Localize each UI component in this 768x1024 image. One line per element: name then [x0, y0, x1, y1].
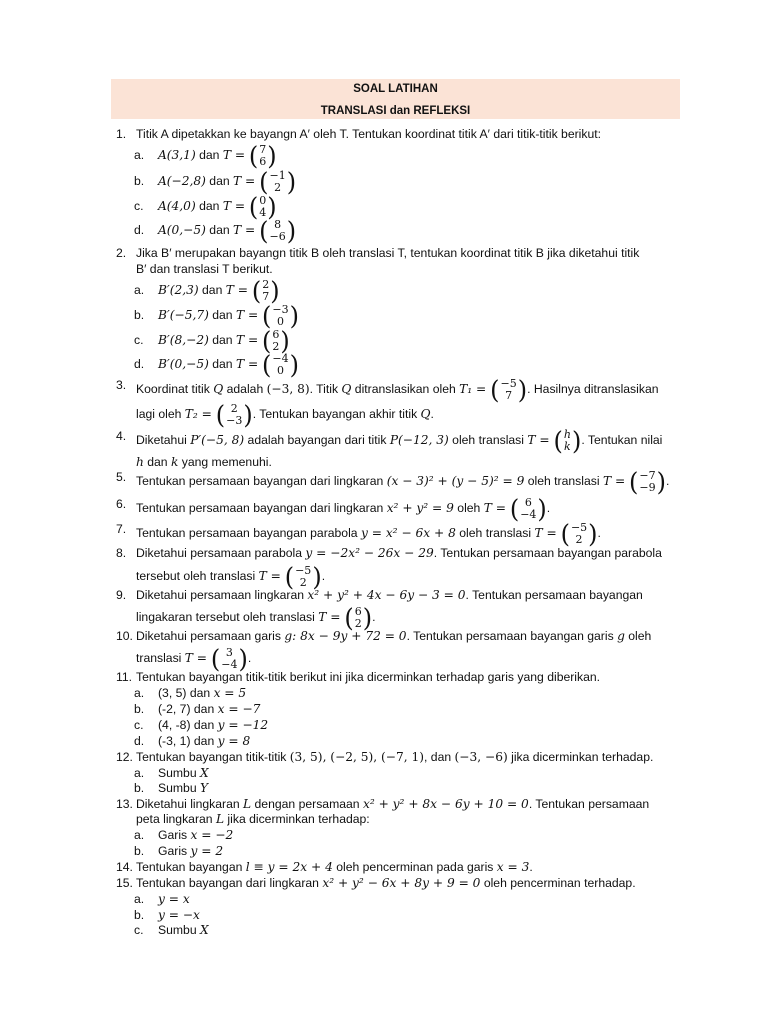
translation-vector: ( −7 −9 ) [629, 467, 666, 497]
q2-item-d: d. B′(0,−5) dan T = ( −4 0 ) [134, 350, 299, 380]
translation-vector: ( −5 7 ) [490, 375, 528, 405]
q13-item-a: a. Garis x = −2 [134, 828, 234, 842]
q2-item-b: b. B′(−5,7) dan T = ( −3 0 ) [134, 301, 299, 331]
translation-vector: ( 3 −4 ) [210, 644, 248, 674]
q13-item-b: b. Garis y = 2 [134, 844, 224, 858]
translation-vector: ( −5 2 ) [284, 562, 322, 592]
q1-item-c: c. A(4,0) dan T = ( 0 4 ) [134, 192, 277, 222]
translation-vector: ( 6 2 ) [262, 326, 290, 356]
translation-vector: ( 2 −3 ) [215, 400, 253, 430]
translation-vector: ( 7 6 ) [248, 141, 277, 171]
q12-item-b: b. Sumbu Y [134, 781, 209, 795]
q11-item-c: c. (4, -8) dan y = −12 [134, 718, 269, 732]
question-number: 1. [116, 127, 127, 141]
translation-vector: ( 8 −6 ) [259, 216, 297, 246]
q12-item-a: a. Sumbu X [134, 766, 209, 780]
page-subtitle: TRANSLASI dan REFLEKSI [320, 105, 471, 117]
page-title: SOAL LATIHAN [353, 83, 438, 95]
translation-vector: ( −5 2 ) [560, 519, 598, 549]
translation-vector: ( 0 4 ) [248, 192, 277, 222]
translation-vector: ( 6 −4 ) [509, 494, 547, 524]
translation-vector: ( 2 7 ) [251, 276, 280, 306]
header-band [111, 79, 680, 119]
translation-vector: ( −4 0 ) [262, 350, 299, 380]
translation-vector: ( −3 0 ) [262, 301, 299, 331]
q15-item-b: b. y = −x [134, 908, 200, 922]
question-text: Titik A dipetakkan ke bayangn A′ oleh T. Tentukan koordinat titik A′ dari titik-titik berikut: [136, 127, 602, 141]
q15-item-c: c. Sumbu X [134, 923, 209, 937]
translation-vector: ( −1 2 ) [259, 167, 297, 197]
q2-item-a: a. B′(2,3) dan T = ( 2 7 ) [134, 276, 280, 306]
q1-item-a: a. A(3,1) dan T = ( 7 6 ) [134, 141, 277, 171]
q1-item-d: d. A(0,−5) dan T = ( 8 −6 ) [134, 216, 297, 246]
q2-item-c: c. B′(8,−2) dan T = ( 6 2 ) [134, 326, 290, 356]
q11-item-a: a. (3, 5) dan x = 5 [134, 686, 247, 700]
q1-item-b: b. A(−2,8) dan T = ( −1 2 ) [134, 167, 297, 197]
q15-item-a: a. y = x [134, 892, 190, 906]
q11-item-b: b. (-2, 7) dan x = −7 [134, 702, 261, 716]
q11-item-d: d. (-3, 1) dan y = 8 [134, 734, 251, 748]
translation-vector: ( 6 2 ) [344, 603, 373, 633]
translation-vector: ( h k ) [553, 426, 582, 456]
